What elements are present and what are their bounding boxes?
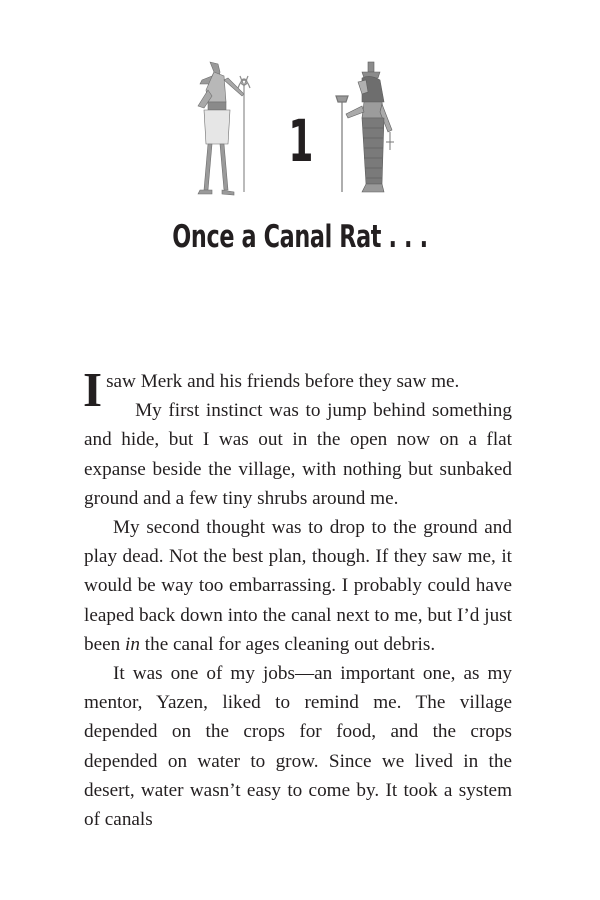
chapter-number: 1 xyxy=(288,107,312,175)
paragraph xyxy=(83,362,512,417)
italic-word: in xyxy=(125,633,140,655)
paragraph-text: My second thought was to drop to the ground and play dead. Not the best plan, though. If they saw me, it would be way too embarrassing. I probably could have leaped back down into the canal next to me, but xyxy=(84,517,512,626)
paragraph xyxy=(84,513,512,659)
chapter-title: Once a Canal Rat . . . xyxy=(172,219,428,255)
paragraph-text: the canal for ages cleaning out debris. xyxy=(139,633,436,655)
body-text xyxy=(83,362,512,834)
drop-cap: I xyxy=(83,362,103,417)
paragraph-text: I’d just been xyxy=(84,604,512,655)
paragraph-text: It was one of my jobs—an important one, as my mentor, Yazen, liked to remind me. The village depended on the crops for food, and the crops depended on water to grow. Since we lived in the desert, water wasn’t easy to come by. It took a system of canals xyxy=(84,663,512,831)
paragraph xyxy=(84,396,512,513)
paragraph-text: saw Merk and his friends before they saw me. xyxy=(106,371,460,392)
paragraph-text: My first instinct was to jump behind something and hide, but I was out in the open now on a flat expanse beside the village, with nothing but sunbaked ground and a few tiny shrubs around me. xyxy=(84,400,512,509)
paragraph xyxy=(84,659,512,834)
isis-illustration xyxy=(332,58,402,200)
